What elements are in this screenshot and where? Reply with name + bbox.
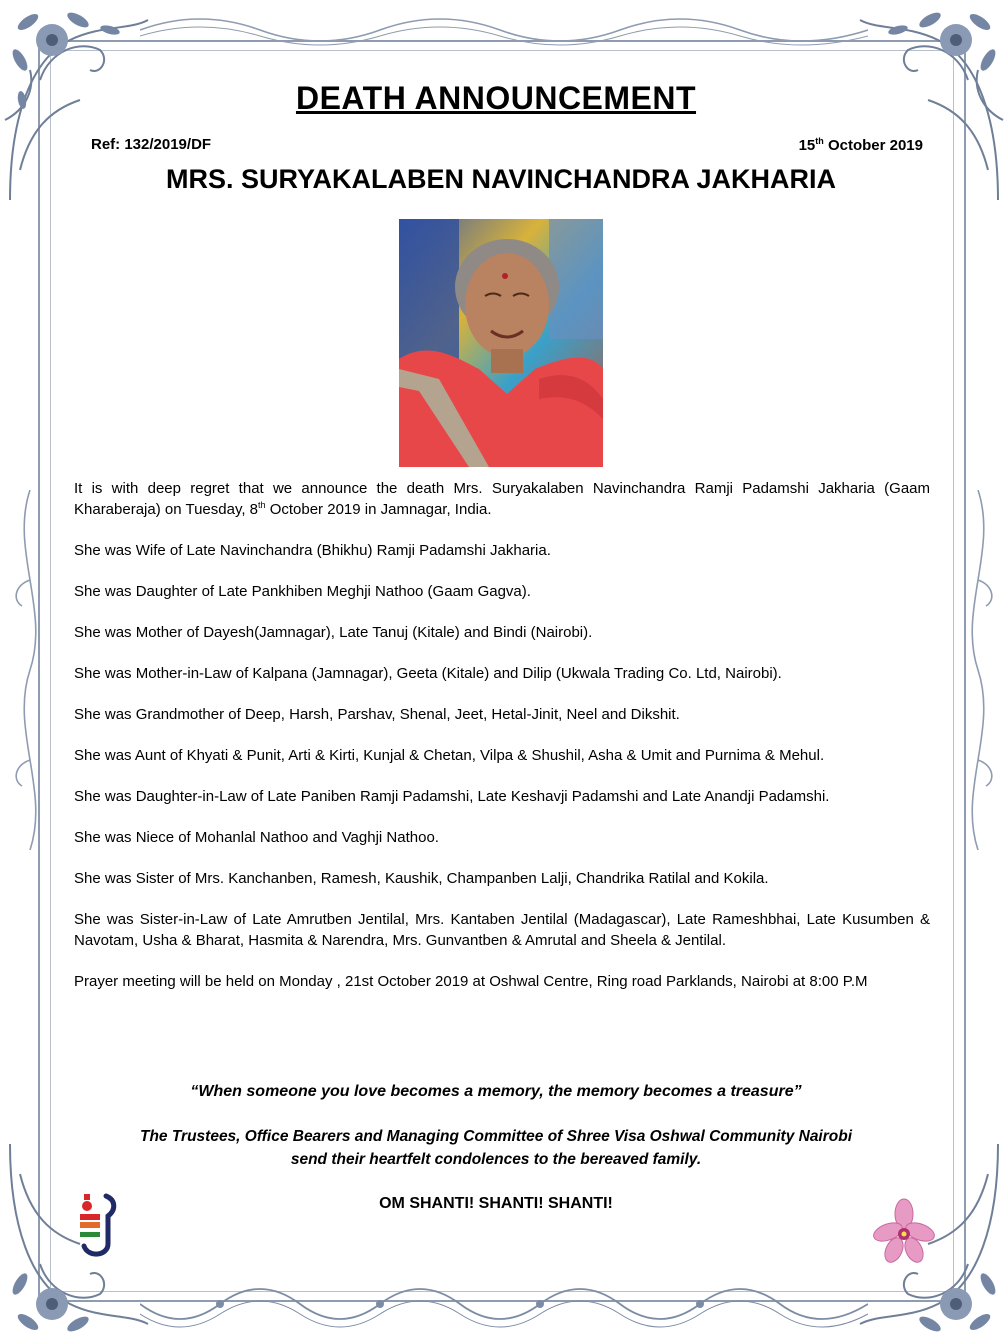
body-paragraph-sister: She was Sister of Mrs. Kanchanben, Ramesh, Kaushik, Champanben Lalji, Chandrika Ratilal and Kokila. [74, 870, 769, 887]
death-text-sup: th [258, 500, 266, 510]
body-paragraph-mother-in-law: She was Mother-in-Law of Kalpana (Jamnagar), Geeta (Kitale) and Dilip (Ukwala Trading Co. Ltd, Nairobi). [74, 665, 782, 682]
top-border-swirl [140, 0, 868, 48]
date-suffix: th [815, 136, 824, 146]
death-text-b: October 2019 in Jamnagar, India. [265, 501, 492, 518]
body-paragraph-mother: She was Mother of Dayesh(Jamnagar), Late Tanuj (Kitale) and Bindi (Nairobi). [74, 624, 593, 641]
date-day: 15 [798, 137, 816, 154]
date-rest: October 2019 [823, 137, 923, 154]
condolence-line-2: send their heartfelt condolences to the bereaved family. [290, 1151, 702, 1168]
reference-number: Ref: 132/2019/DF [91, 136, 212, 153]
om-shanti: OM SHANTI! SHANTI! SHANTI! [379, 1195, 613, 1212]
death-text-a: It is with deep regret that we announce the death Mrs. Suryakalaben Navinchandra Ramji Padamshi Jakharia (Gaam Kharaberaja) on Tuesday, 8 [74, 480, 930, 518]
deceased-name: MRS. SURYAKALABEN NAVINCHANDRA JAKHARIA [165, 164, 837, 194]
announcement-body [74, 478, 930, 992]
bottom-border-swirl [140, 1274, 868, 1344]
body-paragraph-grandmother: She was Grandmother of Deep, Harsh, Parshav, Shenal, Jeet, Hetal-Jinit, Neel and Dikshit. [74, 706, 680, 723]
side-swirl-icon [948, 490, 1008, 850]
body-paragraph-sister-in-law: She was Sister-in-Law of Late Amrutben Jentilal, Mrs. Kantaben Jentilal (Madagascar), Late Rameshbhai, Late Kusumben & Navotam, Usha & Bharat, Hasmita & Narendra, Mrs. Gunvantben & Amrutal and Sheela & Jentilal. [74, 911, 930, 949]
body-paragraph-prayer-meeting: Prayer meeting will be held on Monday , 21st October 2019 at Oshwal Centre, Ring road Parklands, Nairobi at 8:00 P.M [74, 973, 868, 990]
body-paragraph-daughter: She was Daughter of Late Pankhiben Meghji Nathoo (Gaam Gagva). [74, 583, 531, 600]
memorial-quote: “When someone you love becomes a memory, the memory becomes a treasure” [190, 1083, 802, 1100]
body-paragraph-daughter-in-law: She was Daughter-in-Law of Late Paniben Ramji Padamshi, Late Keshavji Padamshi and Late Anandji Padamshi. [74, 788, 830, 805]
portrait-photo [399, 219, 603, 467]
community-logo-icon [76, 1190, 122, 1260]
body-paragraph-death [74, 478, 930, 520]
body-paragraph-aunt: She was Aunt of Khyati & Punit, Arti & Kirti, Kunjal & Chetan, Vilpa & Shushil, Asha & Umit and Purnima & Mehul. [74, 747, 825, 764]
announcement-date [799, 136, 923, 154]
body-paragraph-niece: She was Niece of Mohanlal Nathoo and Vaghji Nathoo. [74, 829, 439, 846]
orchid-flower-icon [872, 1198, 936, 1268]
condolence-message [0, 1125, 992, 1171]
body-paragraph-wife: She was Wife of Late Navinchandra (Bhikhu) Ramji Padamshi Jakharia. [74, 542, 551, 559]
side-swirl-icon [0, 490, 60, 850]
page-title: DEATH ANNOUNCEMENT [295, 80, 697, 116]
condolence-line-1: The Trustees, Office Bearers and Managing Committee of Shree Visa Oshwal Community Nairobi [139, 1128, 853, 1145]
